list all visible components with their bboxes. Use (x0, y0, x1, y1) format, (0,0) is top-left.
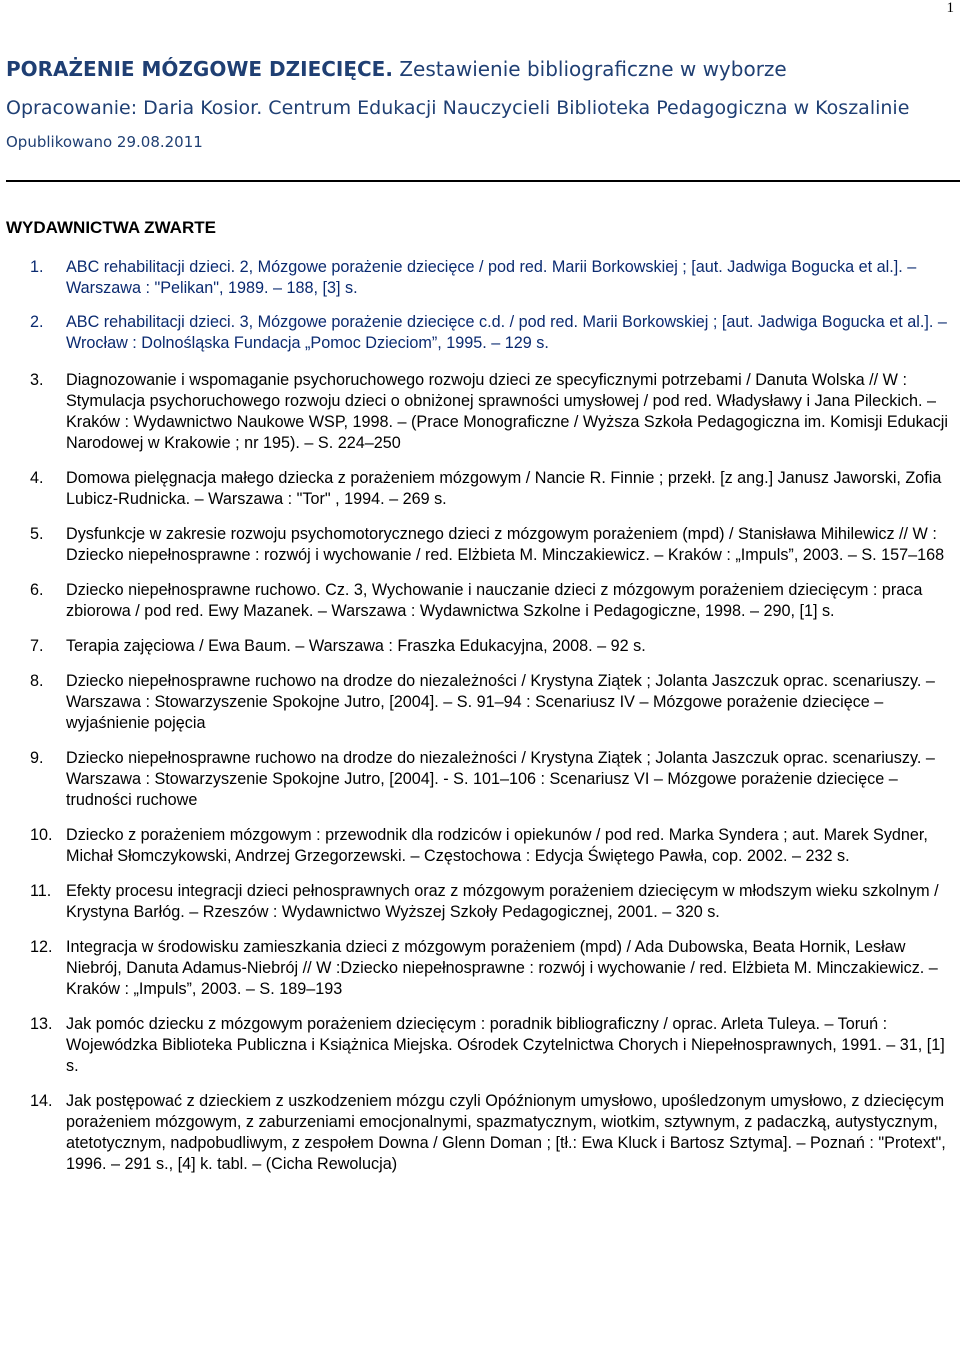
list-item (0, 468, 960, 510)
publication-date: Opublikowano 29.08.2011 (6, 133, 203, 151)
entry-number: 7. (30, 637, 44, 655)
list-item (0, 937, 960, 1000)
entry-number: 6. (30, 581, 44, 599)
entry-number: 12. (30, 938, 53, 956)
list-item (0, 671, 960, 734)
entry-number: 8. (30, 672, 44, 690)
byline: Opracowanie: Daria Kosior. Centrum Edukacji Nauczycieli Biblioteka Pedagogiczna w Koszalinie (6, 97, 910, 119)
list-item (0, 881, 960, 923)
list-item (0, 524, 960, 566)
entry-text: Diagnozowanie i wspomaganie psychoruchowego rozwoju dzieci ze specyficznymi potrzebami / Danuta Wolska // W : Stymulacja psychoruchowego rozwoju dzieci o obniżonej sprawności umysłowej / pod red. Władysławy i Jana Pileckich. – Kraków : Wydawnictwo Naukowe WSP, 1998. – (Prace Monograficzne / Wyższa Szkoła Pedagogiczna im. Komisji Edukacji Narodowej w Krakowie ; nr 195). – S. 224–250 (66, 371, 949, 452)
entry-text: ABC rehabilitacji dzieci. 3, Mózgowe porażenie dziecięce c.d. / pod red. Marii Borkowskiej ; [aut. Jadwiga Bogucka et al.]. – Wrocław : Dolnośląska Fundacja „Pomoc Dzieciom”, 1995. – 129 s. (66, 313, 947, 352)
list-item (0, 825, 960, 867)
entry-number: 14. (30, 1092, 53, 1110)
title-main: PORAŻENIE MÓZGOWE DZIECIĘCE. (6, 57, 393, 81)
entry-number: 4. (30, 469, 44, 487)
entry-text: Dziecko z porażeniem mózgowym : przewodnik dla rodziców i opiekunów / pod red. Marka Syndera ; aut. Marek Sydner, Michał Słomczykowski, Andrzej Grzegorzewski. – Częstochowa : Edycja Świętego Pawła, cop. 2002. – 232 s. (66, 826, 928, 865)
entry-text: Dziecko niepełnosprawne ruchowo. Cz. 3, Wychowanie i nauczanie dzieci z mózgowym porażeniem dziecięcym : praca zbiorowa / pod red. Ewy Mazanek. – Warszawa : Wydawnictwa Szkolne i Pedagogiczne, 1998. – 290, [1] s. (66, 581, 923, 620)
page-number: 1 (946, 0, 954, 16)
entry-text: Jak pomóc dziecku z mózgowym porażeniem dziecięcym : poradnik bibliograficzny / oprac. Arleta Tuleya. – Toruń : Wojewódzka Biblioteka Publiczna i Książnica Miejska. Ośrodek Czytelnictwa Chorych i Niepełnosprawnych, 1991. – 31, [1] s. (66, 1015, 945, 1075)
list-item (0, 1014, 960, 1077)
bibliography-list (0, 257, 960, 1175)
list-item (0, 1091, 960, 1175)
entry-number: 11. (30, 882, 52, 900)
list-item (0, 312, 960, 354)
entry-text: Domowa pielęgnacja małego dziecka z porażeniem mózgowym / Nancie R. Finnie ; przekł. [z ang.] Janusz Jaworski, Zofia Lubicz-Rudnicka. – Warszawa : "Tor" , 1994. – 269 s. (66, 469, 942, 508)
entry-text: ABC rehabilitacji dzieci. 2, Mózgowe porażenie dziecięce / pod red. Marii Borkowskiej ; [aut. Jadwiga Bogucka et al.]. – Warszawa : "Pelikan", 1989. – 188, [3] s. (66, 258, 917, 297)
list-item (0, 370, 960, 454)
title-subtitle: Zestawienie bibliograficzne w wyborze (399, 57, 787, 81)
entry-text: Jak postępować z dzieckiem z uszkodzeniem mózgu czyli Opóźnionym umysłowo, upośledzonym umysłowo, z dziecięcym porażeniem mózgowym, z zaburzeniami emocjonalnymi, spazmatycznym, wiotkim, sztywnym, z padaczką, autystycznym, atetotycznym, nadpobudliwym, z zespołem Downa / Glenn Doman ; [tł.: Ewa Kluck i Bartosz Sztyma]. – Poznań : "Protext", 1996. – 291 s., [4] k. tabl. – (Cicha Rewolucja) (66, 1092, 946, 1173)
entry-number: 3. (30, 371, 44, 389)
entry-number: 9. (30, 749, 44, 767)
entry-number: 2. (30, 313, 44, 331)
header-divider (6, 180, 960, 182)
document-title (6, 55, 960, 83)
document-header (6, 55, 960, 152)
entry-text: Dziecko niepełnosprawne ruchowo na drodze do niezależności / Krystyna Ziątek ; Jolanta Jaszczuk oprac. scenariuszy. – Warszawa : Stowarzyszenie Spokojne Jutro, [2004]. – S. 91–94 : Scenariusz IV – Mózgowe porażenie dziecięce – wyjaśnienie pojęcia (66, 672, 935, 732)
entry-text: Terapia zajęciowa / Ewa Baum. – Warszawa : Fraszka Edukacyjna, 2008. – 92 s. (66, 637, 646, 655)
entry-number: 5. (30, 525, 44, 543)
section-heading: WYDAWNICTWA ZWARTE (6, 218, 216, 237)
entry-text: Integracja w środowisku zamieszkania dzieci z mózgowym porażeniem (mpd) / Ada Dubowska, Beata Hornik, Lesław Niebrój, Danuta Adamus-Niebrój // W :Dziecko niepełnosprawne : rozwój i wychowanie / red. Elżbieta M. Minczakiewicz. – Kraków : „Impuls”, 2003. – S. 189–193 (66, 938, 938, 998)
entry-text: Dysfunkcje w zakresie rozwoju psychomotorycznego dzieci z mózgowym porażeniem (mpd) / Stanisława Mihilewicz // W : Dziecko niepełnosprawne : rozwój i wychowanie / red. Elżbieta M. Minczakiewicz. – Kraków : „Impuls”, 2003. – S. 157–168 (66, 525, 945, 564)
entry-number: 10. (30, 826, 53, 844)
entry-text: Efekty procesu integracji dzieci pełnosprawnych oraz z mózgowym porażeniem dziecięcym w młodszym wieku szkolnym / Krystyna Barłóg. – Rzeszów : Wydawnictwo Wyższej Szkoły Pedagogicznej, 2001. – 320 s. (66, 882, 939, 921)
entry-number: 1. (30, 258, 44, 276)
list-item (0, 636, 960, 657)
entry-number: 13. (30, 1015, 53, 1033)
entry-text: Dziecko niepełnosprawne ruchowo na drodze do niezależności / Krystyna Ziątek ; Jolanta Jaszczuk oprac. scenariuszy. – Warszawa : Stowarzyszenie Spokojne Jutro, [2004]. - S. 101–106 : Scenariusz VI – Mózgowe porażenie dziecięce – trudności ruchowe (66, 749, 935, 809)
list-item (0, 257, 960, 299)
list-item (0, 748, 960, 811)
list-item (0, 580, 960, 622)
